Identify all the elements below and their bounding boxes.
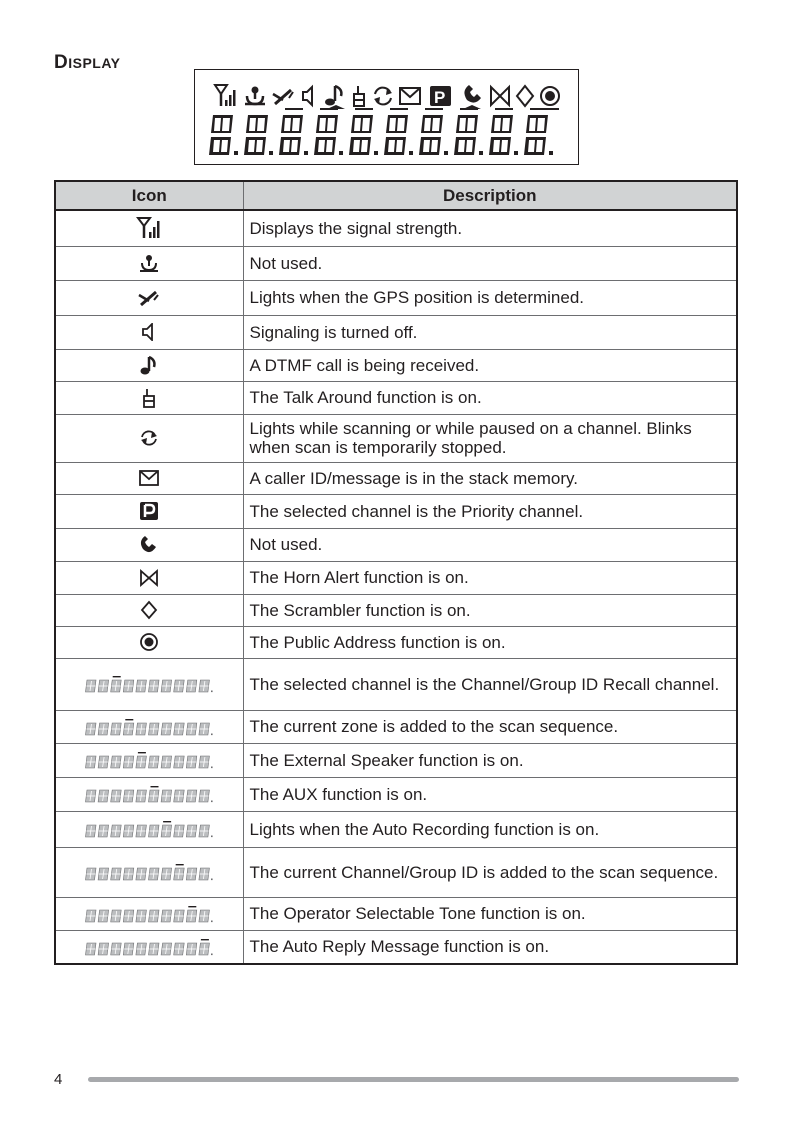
digit-indicator-10-icon [85, 938, 213, 956]
digit-indicator-9-icon [85, 905, 213, 923]
description-cell: The External Speaker function is on. [243, 743, 737, 777]
table-row [55, 414, 737, 462]
description-cell: The Public Address function is on. [243, 626, 737, 658]
description-cell: Lights when the GPS position is determined. [243, 280, 737, 315]
description-cell: A DTMF call is being received. [243, 349, 737, 381]
table-header-row [55, 181, 737, 210]
table-row [55, 349, 737, 381]
digit-indicator-3-icon [85, 675, 213, 693]
description-cell: The current Channel/Group ID is added to the scan sequence. [243, 847, 737, 897]
digit-indicator-6-icon [85, 785, 213, 803]
table-row [55, 210, 737, 246]
talk-around-icon [142, 388, 156, 408]
description-cell: The AUX function is on. [243, 777, 737, 811]
description-cell: The selected channel is the Channel/Group ID Recall channel. [243, 658, 737, 710]
digit-indicator-7-icon [85, 820, 213, 838]
table-row [55, 561, 737, 594]
gps-antenna-icon [138, 253, 160, 273]
envelope-icon [138, 469, 160, 487]
table-row [55, 658, 737, 710]
description-cell: The Horn Alert function is on. [243, 561, 737, 594]
scan-arrows-icon [139, 429, 159, 447]
page-title: DISPLAY [54, 52, 121, 73]
description-cell: The Operator Selectable Tone function is on. [243, 897, 737, 930]
page-number: 4 [54, 1071, 63, 1088]
digit-indicator-8-icon [85, 863, 213, 881]
table-row [55, 710, 737, 743]
lcd-overline-row [209, 108, 565, 112]
table-row [55, 811, 737, 847]
description-cell: A caller ID/message is in the stack memory. [243, 462, 737, 494]
description-cell: The Scrambler function is on. [243, 594, 737, 626]
table-row [55, 528, 737, 561]
footer-rule [88, 1077, 739, 1082]
table-row [55, 381, 737, 414]
lcd-digit-row [209, 113, 565, 159]
description-column-header: Description [243, 181, 737, 210]
musical-note-icon [140, 355, 158, 375]
description-cell: Not used. [243, 528, 737, 561]
table-row [55, 462, 737, 494]
signal-strength-icon [136, 216, 162, 240]
gps-satellite-icon [138, 289, 160, 307]
description-cell: The selected channel is the Priority channel. [243, 494, 737, 528]
description-cell: The Auto Reply Message function is on. [243, 930, 737, 964]
icon-description-table [54, 180, 738, 965]
description-cell: The Talk Around function is on. [243, 381, 737, 414]
priority-p-icon [139, 501, 159, 521]
table-row [55, 847, 737, 897]
table-row [55, 930, 737, 964]
table-row [55, 246, 737, 280]
table-row [55, 315, 737, 349]
horn-alert-icon [139, 569, 159, 587]
phone-handset-icon [139, 535, 159, 555]
description-cell: The current zone is added to the scan sequence. [243, 710, 737, 743]
description-cell: Lights when the Auto Recording function is on. [243, 811, 737, 847]
lcd-icon-row [213, 82, 563, 110]
svg-text:P: P [434, 88, 446, 107]
description-cell: Displays the signal strength. [243, 210, 737, 246]
description-cell: Lights while scanning or while paused on a channel. Blinks when scan is temporarily stopped. [243, 414, 737, 462]
digit-indicator-4-icon [85, 718, 213, 736]
public-address-icon [139, 632, 159, 652]
description-cell: Signaling is turned off. [243, 315, 737, 349]
description-cell: Not used. [243, 246, 737, 280]
table-row [55, 494, 737, 528]
table-row [55, 626, 737, 658]
icon-column-header: Icon [55, 181, 243, 210]
table-row [55, 743, 737, 777]
speaker-off-icon [141, 323, 157, 341]
table-row [55, 777, 737, 811]
scrambler-diamond-icon [140, 600, 158, 620]
digit-indicator-5-icon [85, 751, 213, 769]
table-row [55, 280, 737, 315]
lcd-display-illustration [194, 69, 579, 165]
table-row [55, 594, 737, 626]
table-row [55, 897, 737, 930]
